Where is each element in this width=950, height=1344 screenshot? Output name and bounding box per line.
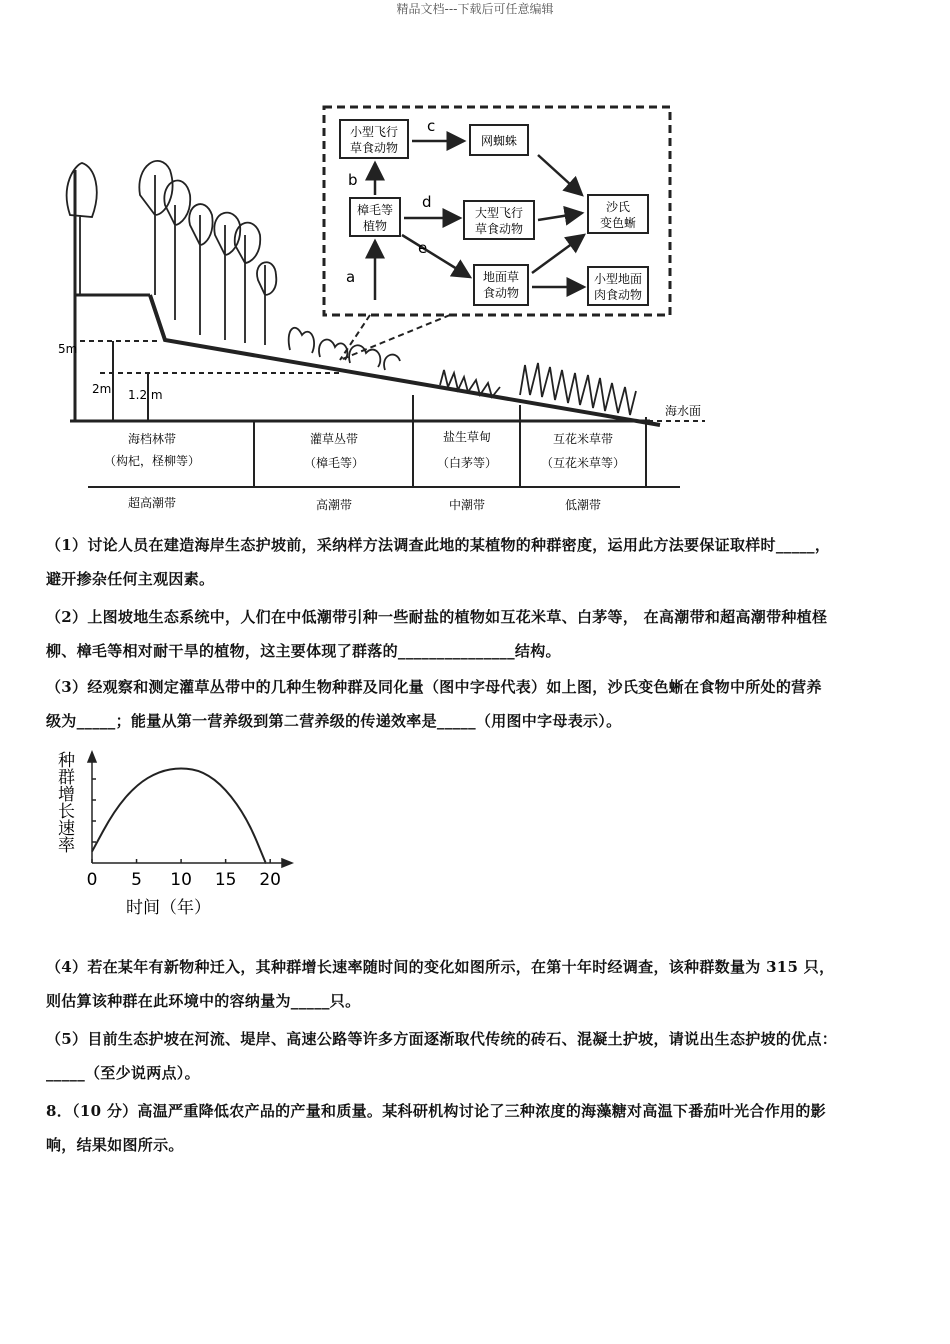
chart-ylabel: 种群增长速率 <box>58 751 75 856</box>
svg-text:c: c <box>427 117 436 135</box>
x-tick-label: 20 <box>259 870 282 890</box>
question-3: （3）经观察和测定灌草丛带中的几种生物种群及同化量（图中字母代表）如上图，沙氏变色蜥在食物中所处的营养 级为_____；能量从第一营养级到第二营养级的传递效率是_____（用图中字母表示）。 <box>46 678 822 730</box>
zone-labels <box>104 429 625 512</box>
node-lizard <box>588 195 648 233</box>
svg-text:草食动物: 草食动物 <box>474 222 524 236</box>
svg-text:网蜘蛛: 网蜘蛛 <box>480 134 518 148</box>
tide-zone: 超高潮带 <box>127 496 177 510</box>
x-tick-label: 5 <box>131 870 142 890</box>
height-5m: 5m <box>58 342 78 356</box>
zone-name: 海档林带 <box>127 432 177 446</box>
zone-example: （构杞，柽柳等） <box>103 454 201 468</box>
svg-text:b: b <box>348 171 358 189</box>
slope-diagram <box>40 95 720 525</box>
svg-text:地面草: 地面草 <box>482 270 520 284</box>
x-tick-label: 10 <box>170 870 192 890</box>
svg-text:沙氏: 沙氏 <box>605 200 631 214</box>
svg-text:d: d <box>422 193 432 211</box>
question-8: 8．（10 分）高温严重降低农产品的产量和质量。某科研机构讨论了三种浓度的海藻糖对高温下番茄叶光合作用的影 响，结果如图所示。 <box>46 1102 826 1154</box>
svg-text:樟毛等: 樟毛等 <box>356 203 394 217</box>
zone-example: （白茅等） <box>436 456 498 470</box>
zone-example: （互花米草等） <box>540 456 626 470</box>
chart-xlabel: 时间（年） <box>126 898 211 918</box>
node-spider <box>470 125 528 155</box>
growth-rate-chart <box>50 748 300 923</box>
svg-text:小型地面: 小型地面 <box>593 272 643 286</box>
svg-text:肉食动物: 肉食动物 <box>593 288 643 302</box>
height-1-2m: 1.2 m <box>128 388 163 402</box>
node-large-flying <box>464 201 534 239</box>
svg-text:e: e <box>418 239 428 257</box>
svg-text:a: a <box>346 268 356 286</box>
node-small-ground-carnivore <box>588 267 648 305</box>
zone-name: 互花米草带 <box>552 432 614 446</box>
height-arrows <box>75 295 148 421</box>
node-small-flying <box>340 120 408 158</box>
sea-level-label: 海水面 <box>665 404 702 418</box>
tide-zone: 高潮带 <box>315 498 353 512</box>
svg-text:变色蜥: 变色蜥 <box>599 216 637 230</box>
node-plant <box>350 198 400 236</box>
svg-text:植物: 植物 <box>362 219 388 233</box>
x-tick-label: 15 <box>214 870 237 890</box>
tide-zone: 低潮带 <box>564 498 602 512</box>
svg-text:大型飞行: 大型飞行 <box>474 206 524 220</box>
question-5: （5）目前生态护坡在河流、堤岸、高速公路等许多方面逐渐取代传统的砖石、混凝土护坡，请说出生态护坡的优点： _____（至少说两点）。 <box>46 1030 838 1082</box>
question-4: （4）若在某年有新物种迁入，其种群增长速率随时间的变化如图所示，在第十年时经调查，该种群数量为 315 只， 则估算该种群在此环境中的容纳量为_____只。 <box>46 958 835 1010</box>
growth-rate-curve <box>92 769 266 864</box>
svg-text:草食动物: 草食动物 <box>349 141 399 155</box>
page-header: 精品文档---下载后可任意编辑 <box>396 2 554 16</box>
tide-zone: 中潮带 <box>448 498 486 512</box>
height-2m: 2m <box>92 382 112 396</box>
svg-text:食动物: 食动物 <box>482 286 520 300</box>
node-ground-herbivore <box>474 265 528 305</box>
x-tick-label: 0 <box>86 870 98 890</box>
question-1: （1）讨论人员在建造海岸生态护坡前，采纳样方法调查此地的某植物的种群密度，运用此方法要保证取样时_____， 避开掺杂任何主观因素。 <box>46 536 831 588</box>
zone-name: 盐生草甸 <box>442 430 492 444</box>
svg-text:小型飞行: 小型飞行 <box>349 125 399 139</box>
zone-example: （樟毛等） <box>303 456 365 470</box>
question-2: （2）上图坡地生态系统中，人们在中低潮带引种一些耐盐的植物如互花米草、白茅等， 在高潮带和超高潮带种植柽 柳、樟毛等相对耐干旱的植物，这主要体现了群落的_______________结构。 <box>46 608 828 660</box>
zone-name: 灌草丛带 <box>309 432 359 446</box>
